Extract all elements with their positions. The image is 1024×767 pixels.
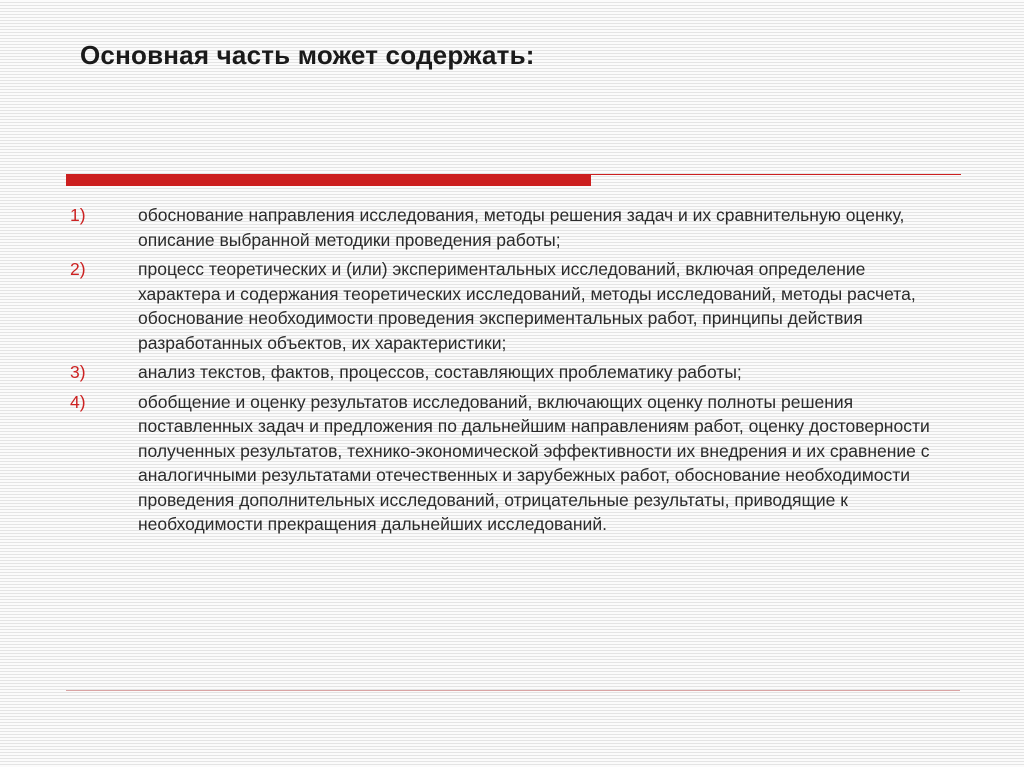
list-item-text: обобщение и оценку результатов исследований, включающих оценку полноты решения поставленных задач и предложения по дальнейшим направлениям работ, оценку достоверности полученных результатов, технико-экономической эффективности их внедрения и их сравнение с аналогичными результатами отечественных и зарубежных работ, обоснование необходимости проведения дополнительных исследований, отрицательные результаты, приводящие к необходимости прекращения дальнейших исследований. xyxy=(138,391,930,534)
list-item-text: анализ текстов, фактов, процессов, составляющих проблематику работы; xyxy=(138,362,742,382)
footer-divider xyxy=(66,690,960,691)
list-item-number: 3) xyxy=(70,362,86,382)
slide-title: Основная часть может содержать: xyxy=(80,40,535,70)
list-item-number: 1) xyxy=(70,205,86,225)
title-underline-thin-line xyxy=(591,174,961,175)
list-item xyxy=(70,257,970,355)
list-item xyxy=(70,360,970,385)
list-item-number: 2) xyxy=(70,259,86,279)
title-underline-bar xyxy=(66,174,591,186)
list-item-number: 4) xyxy=(70,391,86,412)
list-item xyxy=(70,390,970,537)
list-item-text: процесс теоретических и (или) экспериментальных исследований, включая определение характера и содержания теоретических исследований, методы исследований, методы расчета, обоснование необходимости проведения экспериментальных работ, принципы действия разработанных объектов, их характеристики; xyxy=(138,259,916,353)
content-list xyxy=(70,203,970,542)
list-item-text: обоснование направления исследования, методы решения задач и их сравнительную оценку, описание выбранной методики проведения работы; xyxy=(138,205,905,250)
list-item xyxy=(70,203,970,252)
